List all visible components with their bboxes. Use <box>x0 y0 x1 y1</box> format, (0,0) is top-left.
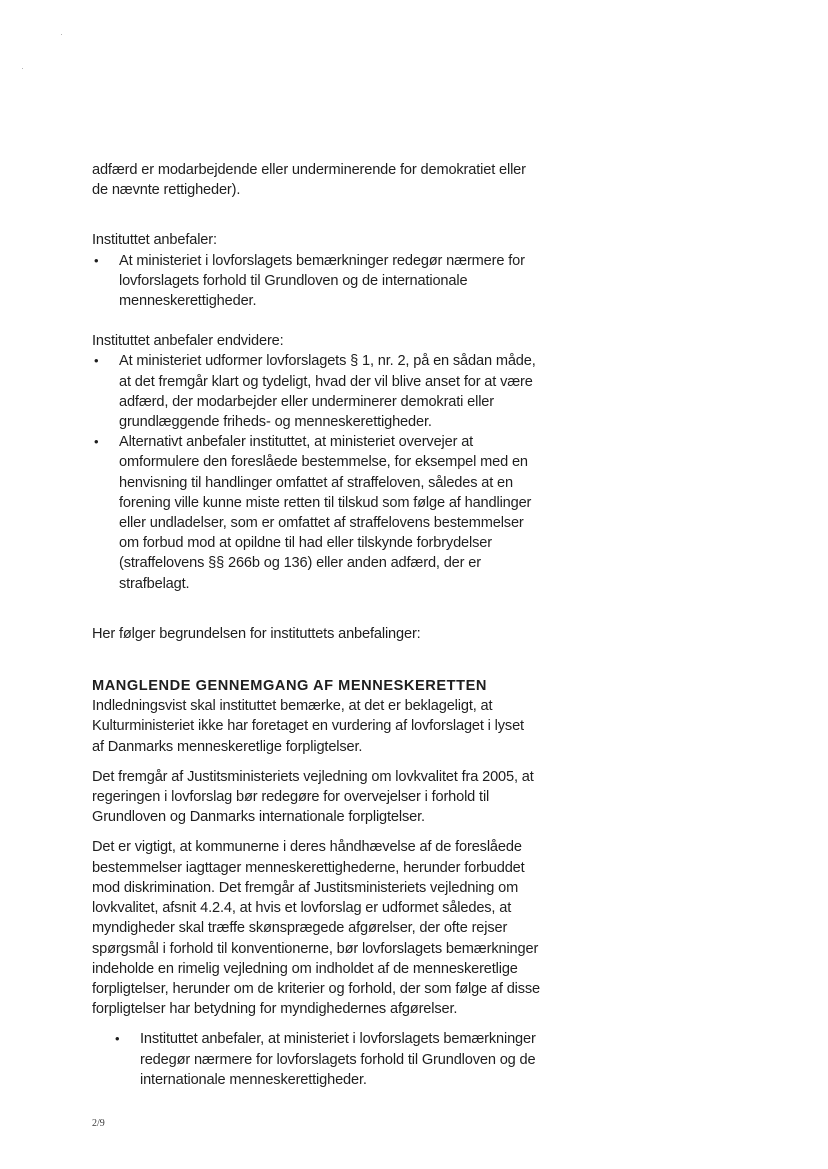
bullet-icon: • <box>115 1031 120 1047</box>
recommendation-list <box>92 351 572 593</box>
scan-speck <box>22 68 23 69</box>
recommendation-list <box>92 1029 572 1090</box>
bullet-icon: • <box>94 353 99 369</box>
scan-speck <box>61 34 62 35</box>
recommendation-lead: Instituttet anbefaler: <box>92 232 217 249</box>
list-item: • At ministeriet i lovforslagets bemærkninger redegør nærmere for lovforslagets forhold til Grundloven og de internationale menneskerettigheder. <box>94 252 525 310</box>
recommendation-list <box>92 251 572 312</box>
body-paragraph: Det fremgår af Justitsministeriets vejledning om lovkvalitet fra 2005, at regeringen i lovforslag bør redegøre for overvejelser i forhold til Grundloven og Danmarks internationale forpligtelser. <box>92 768 534 826</box>
page-number: 2/9 <box>92 1118 105 1129</box>
list-item: • At ministeriet udformer lovforslagets § 1, nr. 2, på en sådan måde, at det fremgår klart og tydeligt, hvad der vil blive anset for at være adfærd, der modarbejder eller underminerer demokrati eller grundlæggende friheds- og menneskerettigheder. <box>94 353 536 431</box>
rationale-intro: Her følger begrundelsen for instituttets anbefalinger: <box>92 625 421 642</box>
body-paragraph: Det er vigtigt, at kommunerne i deres håndhævelse af de foreslåede bestemmelser iagttager menneskerettighederne, herunder forbuddet mod diskrimination. Det fremgår af Justitsministeriets vejledning om lovkvalitet, afsnit 4.2.4, at hvis et lovforslag er udformet således, at myndigheder skal træffe skønsprægede afgørelser, der ofte rejser spørgsmål i forhold til konventionerne, bør lovforslagets bemærkninger indeholde en rimelig vejledning om indholdet af de menneskeretlige forpligtelser, herunder om de kriterier og forhold, der som følge af disse forpligtelser har betydning for myndighedernes afgørelser. <box>92 839 541 1018</box>
bullet-icon: • <box>94 434 99 450</box>
intro-text: adfærd er modarbejdende eller underminerende for demokratiet eller de nævnte rettigheder). <box>92 162 526 199</box>
document-body <box>92 160 572 1090</box>
recommendation-lead: Instituttet anbefaler endvidere: <box>92 333 284 350</box>
section-heading: MANGLENDE GENNEMGANG AF MENNESKERETTEN <box>92 678 487 695</box>
bullet-icon: • <box>94 252 99 268</box>
list-item: • Alternativt anbefaler instituttet, at ministeriet overvejer at omformulere den foreslåede bestemmelse, for eksempel med en henvisning til handlinger omfattet af straffeloven, således at en forening ville kunne miste retten til tilskud som følge af handlinger eller undladelser, som er omfattet af straffelovens bestemmelser om forbud mod at opildne til had eller tilskynde forbrydelser (straffelovens §§ 266b og 136) eller anden adfærd, der er strafbelagt. <box>94 434 532 592</box>
list-item: • Instituttet anbefaler, at ministeriet i lovforslagets bemærkninger redegør nærmere for lovforslagets forhold til Grundloven og de internationale menneskerettigheder. <box>115 1031 536 1088</box>
body-paragraph: Indledningsvist skal instituttet bemærke, at det er beklageligt, at Kulturministeriet ikke har foretaget en vurdering af lovforslaget i lyset af Danmarks menneskeretlige forpligtelser. <box>92 698 524 755</box>
